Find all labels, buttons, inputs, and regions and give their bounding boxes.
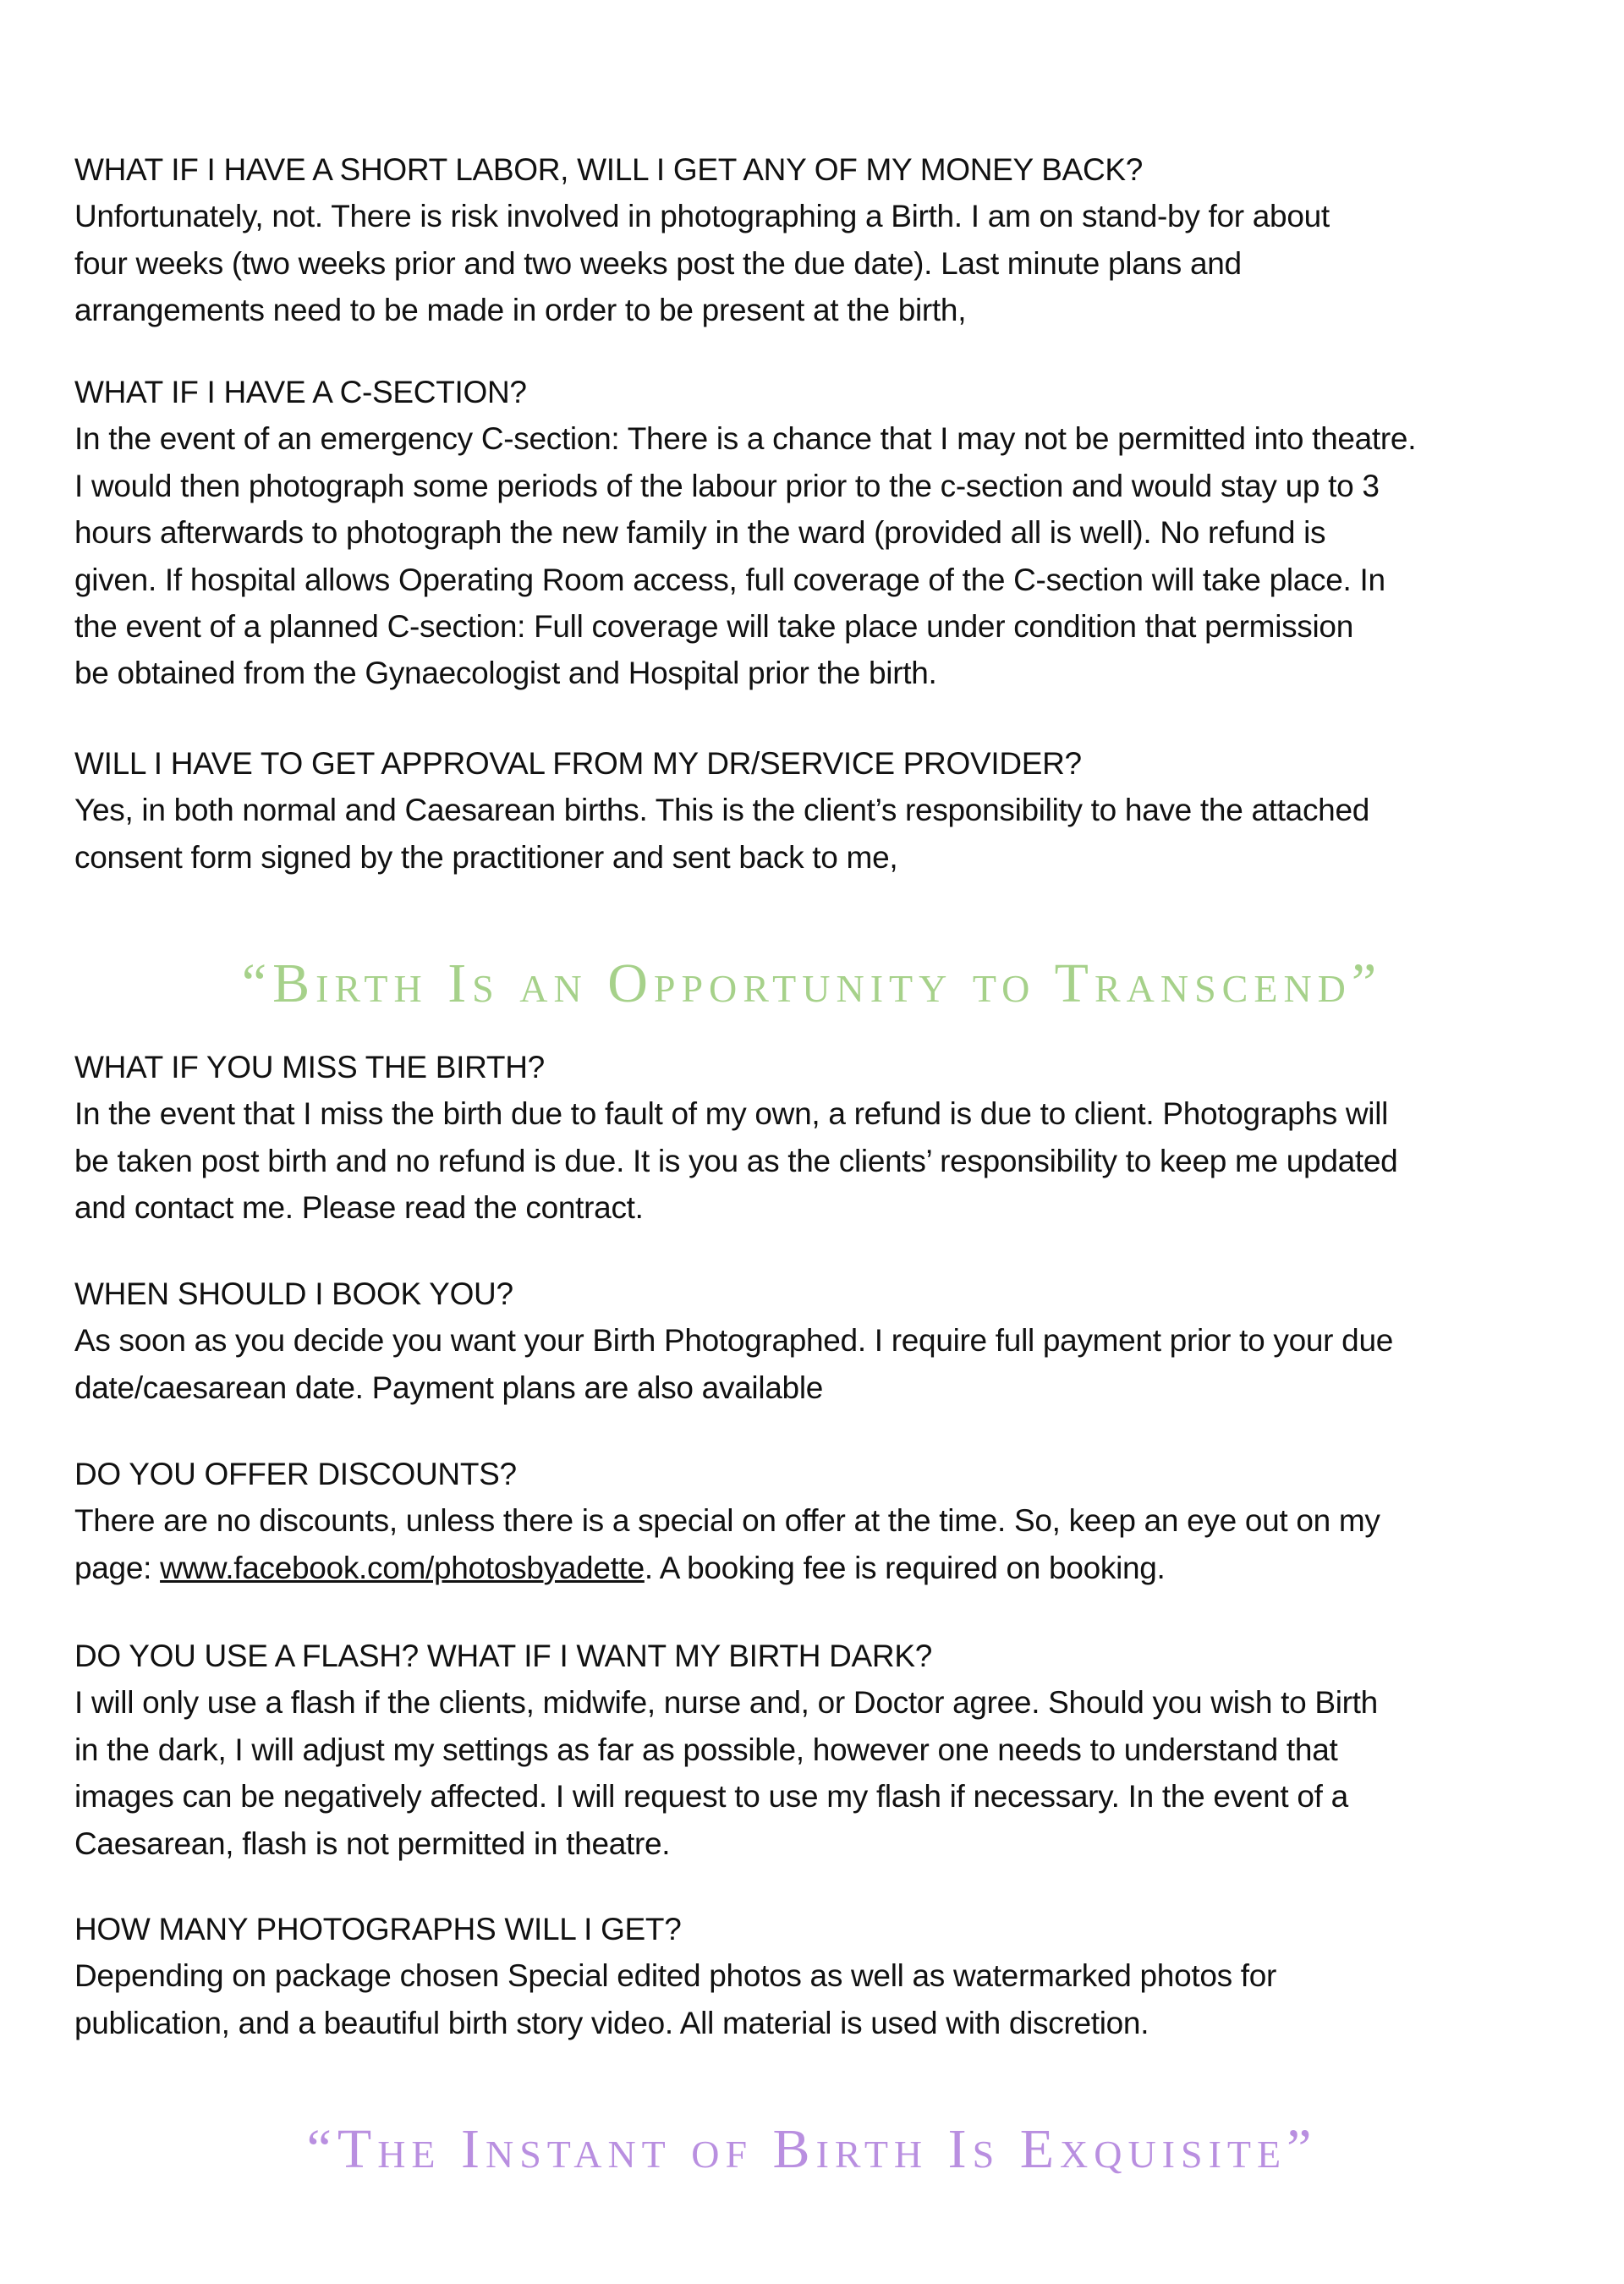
faq-answer-line: images can be negatively affected. I will request to use my flash if necessary. In the event of a <box>74 1779 1348 1815</box>
faq-answer-line: Unfortunately, not. There is risk involved in photographing a Birth. I am on stand-by for about <box>74 199 1330 234</box>
faq-answer-line: hours afterwards to photograph the new family in the ward (provided all is well). No refund is <box>74 515 1326 551</box>
faq-answer-line <box>74 1545 1580 1591</box>
faq-answer-line: Depending on package chosen Special edited photos as well as watermarked photos for <box>74 1958 1277 1994</box>
faq-item <box>74 1271 1580 1411</box>
faq-answer-line: In the event of an emergency C-section: There is a chance that I may not be permitted into theatre. <box>74 421 1417 457</box>
faq-answer-line: Caesarean, flash is not permitted in theatre. <box>74 1826 671 1861</box>
faq-answer-line: be obtained from the Gynaecologist and Hospital prior the birth. <box>74 656 937 691</box>
faq-answer-line: There are no discounts, unless there is a special on offer at the time. So, keep an eye out on my <box>74 1503 1380 1539</box>
faq-item <box>74 369 1580 697</box>
faq-question: WHEN SHOULD I BOOK YOU? <box>74 1277 513 1311</box>
faq-answer-line: in the dark, I will adjust my settings as far as possible, however one needs to understand that <box>74 1732 1338 1767</box>
faq-question: WILL I HAVE TO GET APPROVAL FROM MY DR/SERVICE PROVIDER? <box>74 746 1082 781</box>
faq-question: WHAT IF I HAVE A C-SECTION? <box>74 375 527 409</box>
faq-answer-line: consent form signed by the practitioner and sent back to me, <box>74 839 898 875</box>
text-prefix: page: <box>74 1550 161 1585</box>
faq-item <box>74 740 1580 881</box>
faq-answer-line: be taken post birth and no refund is due. It is you as the clients’ responsibility to keep me updated <box>74 1143 1398 1178</box>
quote-banner: “The Instant of Birth Is Exquisite” <box>306 2118 1318 2180</box>
faq-question: DO YOU USE A FLASH? WHAT IF I WANT MY BIRTH DARK? <box>74 1639 932 1673</box>
faq-answer-line: As soon as you decide you want your Birth Photographed. I require full payment prior to your due <box>74 1323 1394 1359</box>
faq-answer-line: Yes, in both normal and Caesarean births. This is the client’s responsibility to have the attached <box>74 793 1369 828</box>
faq-answer-line: given. If hospital allows Operating Room access, full coverage of the C-section will take place. In <box>74 562 1385 597</box>
faq-answer-line: I will only use a flash if the clients, midwife, nurse and, or Doctor agree. Should you wish to Birth <box>74 1685 1378 1721</box>
quote-banner: “Birth Is an Opportunity to Transcend” <box>241 953 1383 1014</box>
text-suffix: . A booking fee is required on booking. <box>644 1550 1166 1585</box>
faq-item <box>74 1451 1580 1591</box>
faq-item <box>74 1044 1580 1232</box>
faq-question: DO YOU OFFER DISCOUNTS? <box>74 1457 517 1491</box>
faq-answer-line: arrangements need to be made in order to be present at the birth, <box>74 293 967 328</box>
faq-answer-line: four weeks (two weeks prior and two weeks post the due date). Last minute plans and <box>74 245 1242 281</box>
faq-answer-line: and contact me. Please read the contract. <box>74 1190 644 1226</box>
faq-item <box>74 146 1580 334</box>
faq-answer-line: date/caesarean date. Payment plans are also available <box>74 1370 824 1405</box>
faq-item <box>74 1906 1580 2046</box>
faq-answer-line: the event of a planned C-section: Full coverage will take place under condition that permission <box>74 609 1353 645</box>
faq-answer-line: publication, and a beautiful birth story video. All material is used with discretion. <box>74 2005 1149 2040</box>
faq-item <box>74 1633 1580 1867</box>
faq-question: WHAT IF I HAVE A SHORT LABOR, WILL I GET ANY OF MY MONEY BACK? <box>74 152 1144 187</box>
faq-answer-line: In the event that I miss the birth due to fault of my own, a refund is due to client. Photographs will <box>74 1096 1389 1132</box>
faq-answer-line: I would then photograph some periods of the labour prior to the c-section and would stay up to 3 <box>74 468 1380 503</box>
faq-question: HOW MANY PHOTOGRAPHS WILL I GET? <box>74 1912 682 1946</box>
faq-question: WHAT IF YOU MISS THE BIRTH? <box>74 1050 545 1084</box>
facebook-link[interactable]: www.facebook.com/photosbyadette <box>160 1550 645 1585</box>
